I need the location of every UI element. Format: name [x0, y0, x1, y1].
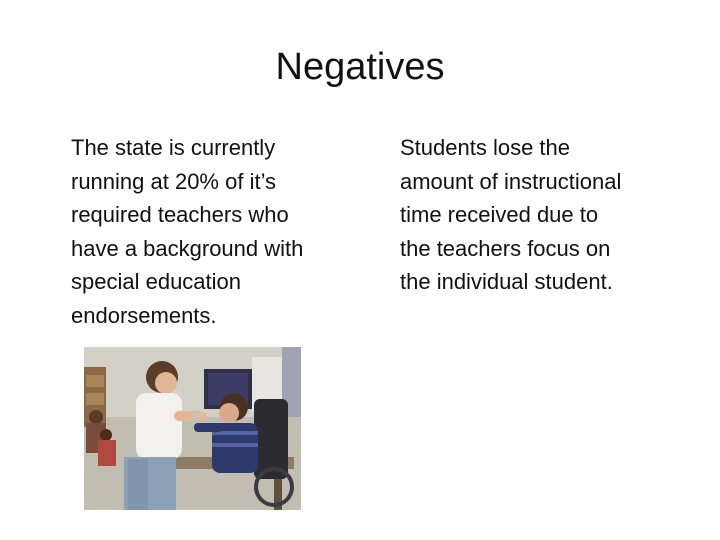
- classroom-photo: [84, 347, 301, 510]
- left-column-text: The state is currently running at 20% of it’s required teachers who have a background with special education endorsements.: [71, 135, 304, 328]
- slide-title: Negatives: [275, 46, 445, 88]
- right-column-text: Students lose the amount of instructional time received due to the teachers focus on the individual student.: [400, 135, 622, 294]
- classroom-photo-illustration: [84, 347, 301, 510]
